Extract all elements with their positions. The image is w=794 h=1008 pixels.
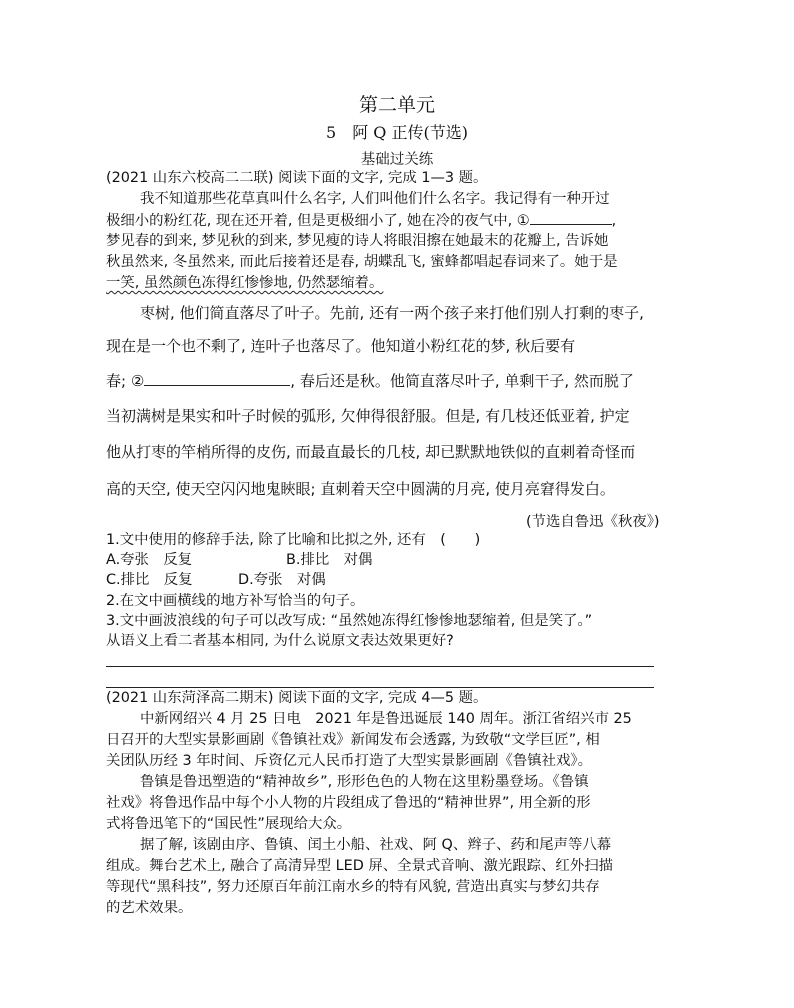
question-2: 2.在文中画横线的地方补写恰当的句子。 (106, 593, 365, 609)
passage1-line: 枣树, 他们简直落尽了叶子。先前, 还有一两个孩子来打他们别人打剩的枣子, (140, 304, 644, 322)
passage1-line-end: , (611, 213, 617, 229)
question-1-option-a[interactable]: A.夸张 反复 (106, 552, 193, 568)
lesson-title: 5 阿 Q 正传(节选) (326, 123, 468, 142)
passage2-source-intro: (2021 山东菏泽高二期末) 阅读下面的文字, 完成 4—5 题。 (106, 690, 488, 706)
passage2-line: 鲁镇是鲁迅塑造的“精神故乡”, 形形色色的人物在这里粉墨登场。《鲁镇 (140, 774, 589, 790)
passage1-line: 梦见春的到来, 梦见秋的到来, 梦见瘦的诗人将眼泪擦在她最末的花瓣上, 告诉她 (106, 233, 609, 249)
question-1-option-d[interactable]: D.夸张 对偶 (238, 572, 326, 588)
passage1-line: 他从打枣的竿梢所得的皮伤, 而最直最长的几枝, 却已默默地铁似的直刺着奇怪而 (106, 443, 636, 461)
unit-title: 第二单元 (358, 94, 435, 116)
passage1-line: 现在是一个也不剩了, 连叶子也落尽了。他知道小粉红花的梦, 秋后要有 (106, 337, 576, 355)
passage1-source-intro: (2021 山东六校高二二联) 阅读下面的文字, 完成 1—3 题。 (106, 170, 488, 186)
passage1-line (106, 273, 383, 293)
question-3: 3.文中画波浪线的句子可以改写成: “虽然她冻得红惨惨地瑟缩着, 但是笑了。” (106, 613, 593, 629)
passage2-line: 式将鲁迅笔下的“国民性”展现给大众。 (106, 816, 352, 832)
question-1-option-c[interactable]: C.排比 反复 (106, 572, 193, 588)
passage1-line (106, 371, 634, 391)
passage1-line-end: , 春后还是秋。他简直落尽叶子, 单剩干子, 然而脱了 (290, 372, 634, 390)
answer-line[interactable] (106, 666, 654, 667)
question-1-option-b[interactable]: B.排比 对偶 (286, 552, 373, 568)
wavy-underlined-sentence: 一笑, 虽然颜色冻得红惨惨地, 仍然瑟缩着。 (106, 275, 384, 291)
passage2-line: 社戏》将鲁迅作品中每个小人物的片段组成了鲁迅的“精神世界”, 用全新的形 (106, 795, 591, 811)
passage1-line: 秋虽然来, 冬虽然来, 而此后接着还是春, 胡蝶乱飞, 蜜蜂都唱起春词来了。她于是 (106, 254, 618, 270)
passage2-line: 中新网绍兴 4 月 25 日电 2021 年是鲁迅诞辰 140 周年。浙江省绍兴市 25 (140, 711, 632, 727)
question-3-continued: 从语义上看二者基本相同, 为什么说原文表达效果更好? (106, 633, 454, 649)
passage1-line: 当初满树是果实和叶子时候的弧形, 欠伸得很舒服。但是, 有几枝还低亚着, 护定 (106, 407, 630, 425)
passage1-line: 高的天空, 使天空闪闪地鬼䀹眼; 直刺着天空中圆满的月亮, 使月亮窘得发白。 (106, 480, 615, 498)
passage1-line-text: 春; ② (106, 372, 145, 390)
passage2-line: 的艺术效果。 (106, 900, 193, 916)
passage1-line: 我不知道那些花草真叫什么名字, 人们叫他们什么名字。我记得有一种开过 (140, 191, 610, 207)
passage1-line-text: 极细小的粉红花, 现在还开着, 但是更极细小了, 她在冷的夜气中, ① (106, 213, 530, 229)
fill-blank-2[interactable] (144, 371, 290, 386)
section-title: 基础过关练 (360, 152, 434, 168)
passage2-line: 等现代“黑科技”, 努力还原百年前江南水乡的特有风貌, 营造出真实与梦幻共存 (106, 879, 600, 895)
passage2-line: 组成。舞台艺术上, 融合了高清异型 LED 屏、全景式音响、激光跟踪、红外扫描 (106, 858, 613, 874)
passage2-line: 据了解, 该剧由序、鲁镇、闰土小船、社戏、阿 Q、辫子、药和尾声等八幕 (140, 837, 612, 853)
fill-blank-1[interactable] (530, 210, 612, 225)
passage2-line: 日召开的大型实景影画剧《鲁镇社戏》新闻发布会透露, 为致敬“文学巨匠”, 相 (106, 732, 600, 748)
passage1-citation: (节选自鲁迅《秋夜》) (526, 514, 660, 530)
passage1-line (106, 210, 616, 231)
passage2-line: 关团队历经 3 年时间、斥资亿元人民币打造了大型实景影画剧《鲁镇社戏》。 (106, 753, 592, 769)
question-1: 1.文中使用的修辞手法, 除了比喻和比拟之外, 还有 ( ) (106, 532, 481, 548)
